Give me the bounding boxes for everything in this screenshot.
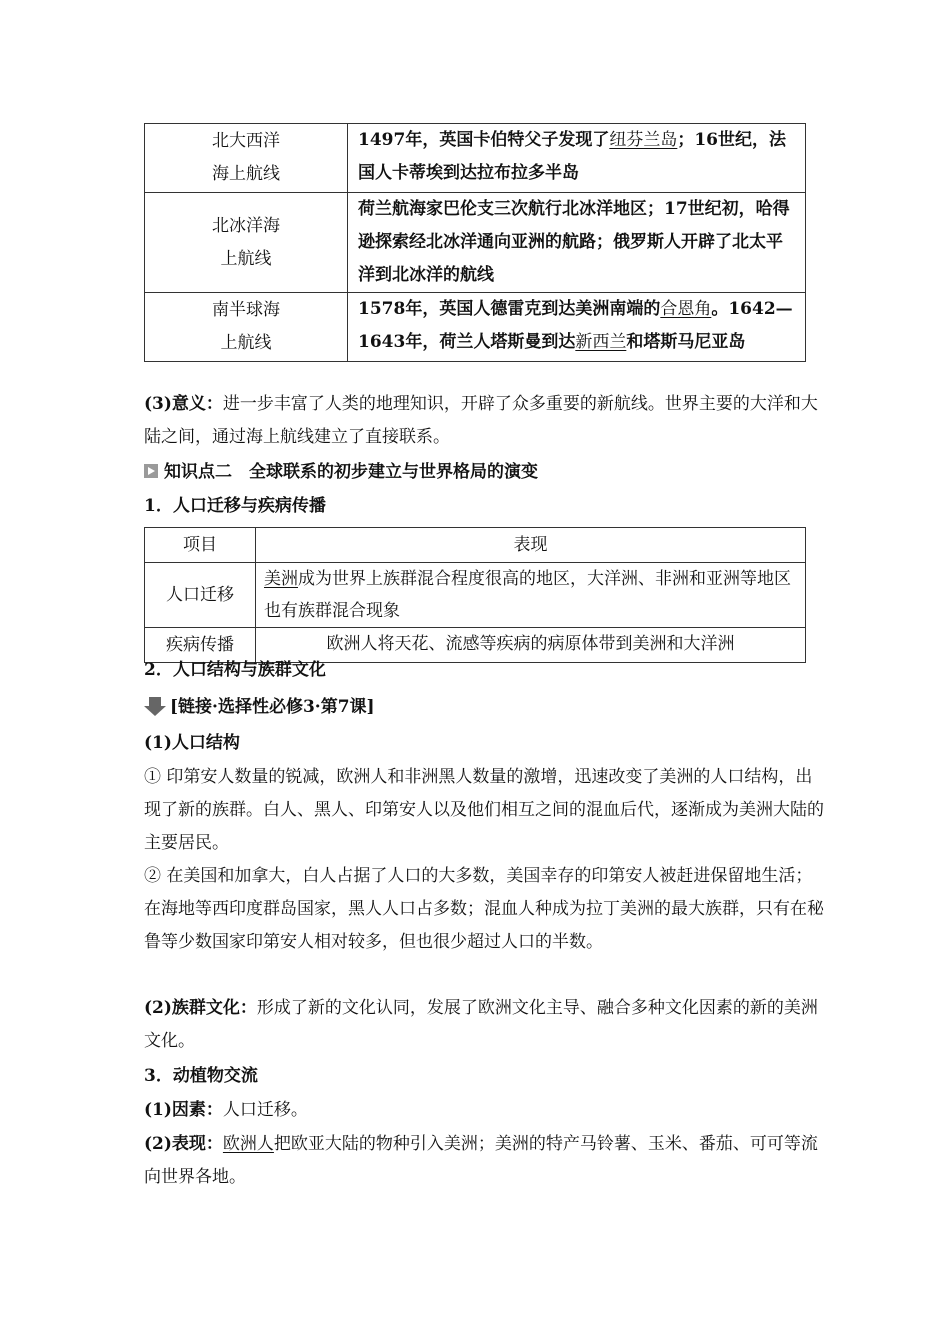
sea-routes-table: [144, 123, 806, 362]
exchange-paragraph: (2)表现：欧洲人把欧亚大陆的物种引入美洲；美洲的特产马铃薯、玉米、番茄、可可等流向世界各地。: [144, 1134, 818, 1187]
table-row: [145, 563, 806, 628]
table-row: [145, 124, 806, 193]
table-header-row: [145, 528, 806, 563]
route-name: 南半球海 上航线: [145, 293, 348, 362]
population-item-2: ② 在美国和加拿大，白人占据了人口的大多数，美国幸存的印第安人被赶进保留地生活；在海地等西印度群岛国家，黑人人口占多数；混血人种成为拉丁美洲的最大族群，只有在秘鲁等少数国家印第安人相对较多，但也很少超过人口的半数。: [144, 866, 824, 952]
column-header: 表现: [256, 528, 806, 563]
knowledge-point-heading: 知识点二 全球联系的初步建立与世界格局的演变: [144, 455, 824, 489]
down-arrow-icon: [144, 697, 166, 715]
migration-disease-table: [144, 527, 806, 663]
factor-paragraph: (1)因素：人口迁移。: [144, 1100, 308, 1120]
item-cell: 疾病传播: [145, 628, 256, 663]
table-row: [145, 293, 806, 362]
column-header: 项目: [145, 528, 256, 563]
route-name: 北冰洋海 上航线: [145, 193, 348, 293]
route-description: 荷兰航海家巴伦支三次航行北冰洋地区；17世纪初，哈得逊探索经北冰洋通向亚洲的航路；俄罗斯人开辟了北太平洋到北冰洋的航线: [348, 193, 806, 293]
section-title: 1．人口迁移与疾病传播: [144, 496, 326, 516]
item-cell: 人口迁移: [145, 563, 256, 628]
population-item-1: ① 印第安人数量的锐减，欧洲人和非洲黑人数量的激增，迅速改变了美洲的人口结构，出现了新的族群。白人、黑人、印第安人以及他们相互之间的混血后代，逐渐成为美洲大陆的主要居民。: [144, 767, 824, 853]
link-reference: [链接·选择性必修3·第7课]: [144, 690, 824, 724]
description-cell: 美洲成为世界上族群混合程度很高的地区，大洋洲、非洲和亚洲等地区也有族群混合现象: [256, 563, 806, 628]
play-square-icon: [144, 464, 158, 478]
significance-paragraph: (3)意义：进一步丰富了人类的地理知识，开辟了众多重要的新航线。世界主要的大洋和大陆之间，通过海上航线建立了直接联系。: [144, 394, 818, 447]
ethnic-culture-paragraph: (2)族群文化：形成了新的文化认同，发展了欧洲文化主导、融合多种文化因素的新的美洲文化。: [144, 998, 818, 1051]
table-row: [145, 193, 806, 293]
route-description: 1578年，英国人德雷克到达美洲南端的合恩角。1642—1643年，荷兰人塔斯曼到达新西兰和塔斯马尼亚岛: [348, 293, 806, 362]
route-name: 北大西洋 海上航线: [145, 124, 348, 193]
section-title: 3．动植物交流: [144, 1066, 258, 1086]
description-cell: 欧洲人将天花、流感等疾病的病原体带到美洲和大洋洲: [256, 628, 806, 663]
route-description: 1497年，英国卡伯特父子发现了纽芬兰岛；16世纪，法国人卡蒂埃到达拉布拉多半岛: [348, 124, 806, 193]
section-title: 2．人口结构与族群文化: [144, 660, 326, 680]
subsection-title: (1)人口结构: [144, 733, 240, 753]
